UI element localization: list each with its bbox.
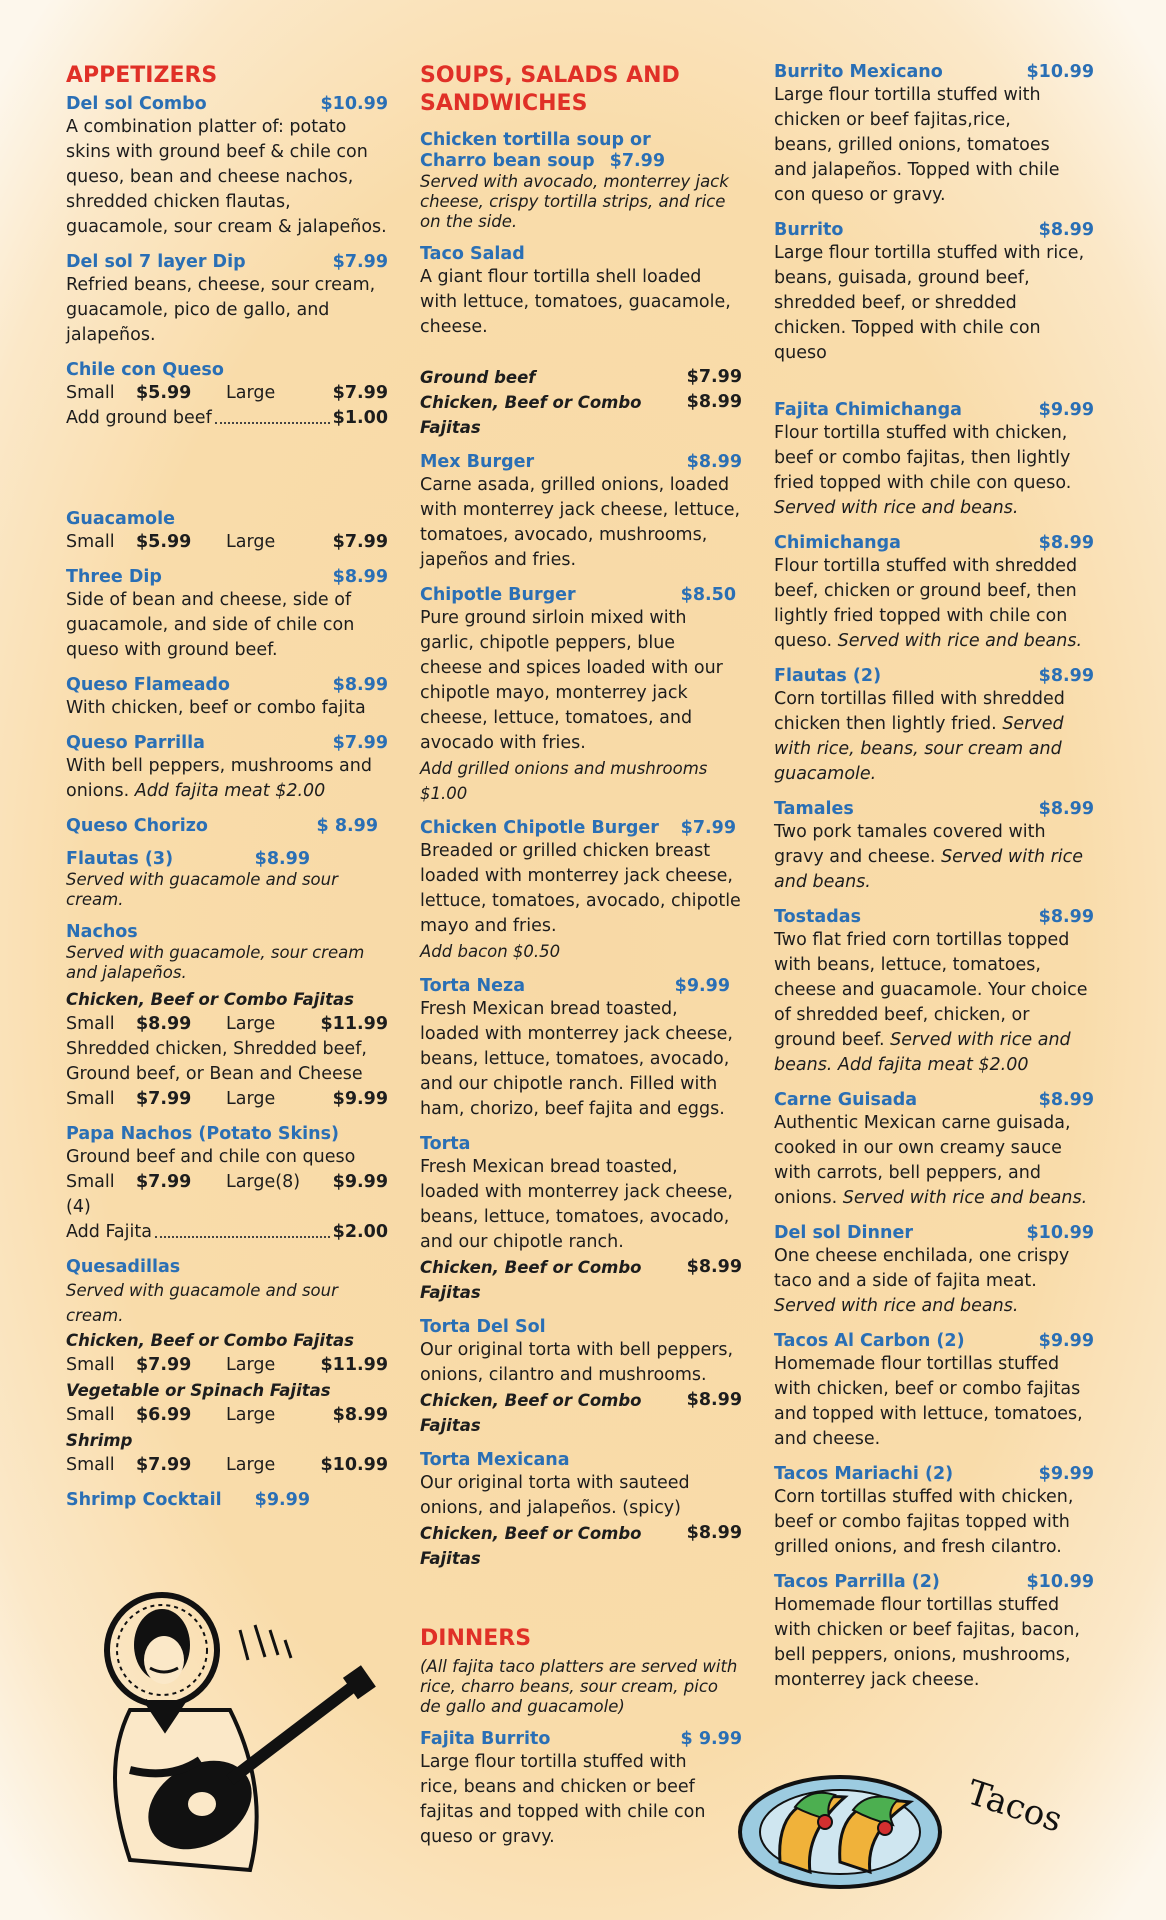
item-name: Tamales [774, 799, 854, 819]
item-name: Fajita Burrito [420, 1729, 551, 1749]
menu-item: Chimichanga $8.99 Flour tortilla stuffed with shredded beef, chicken or ground beef, then lightly fried topped with chile con queso. Served with rice and beans. [774, 533, 1094, 651]
menu-item [66, 675, 388, 721]
item-name: Flautas (3) [66, 849, 174, 869]
menu-item: Fajita Burrito $ 9.99 Large flour tortilla stuffed with rice, beans and chicken or beef fajitas and topped with chile con queso or gravy. [420, 1729, 742, 1847]
item-name: Fajita Chimichanga [774, 400, 962, 420]
item-price: $8.99 [332, 675, 388, 695]
menu-item [66, 1490, 388, 1511]
item-name: Tacos Parrilla (2) [774, 1572, 940, 1592]
item-name: Torta Neza [420, 976, 526, 996]
item-price: $ 9.99 [680, 1729, 742, 1749]
item-price: $9.99 [1038, 1331, 1094, 1351]
item-name: Chimichanga [774, 533, 901, 553]
item-price: $7.99 [332, 733, 388, 753]
item-name: Del sol Dinner [774, 1223, 913, 1243]
menu-item: Burrito Mexicano $10.99 Large flour tortilla stuffed with chicken or beef fajitas,rice, beans, grilled onions, tomatoes and jalapeños. Topped with chile con queso or gravy. [774, 62, 1094, 205]
tacos-plate-illustration [735, 1762, 1095, 1902]
column-appetizers [66, 62, 388, 1523]
menu-item [66, 567, 388, 663]
item-name: Chile con Queso [66, 360, 224, 380]
item-name: Carne Guisada [774, 1090, 918, 1110]
section-title: APPETIZERS [66, 63, 218, 88]
item-price: $8.99 [1038, 1090, 1094, 1110]
item-price: $10.99 [1026, 1223, 1094, 1243]
menu-item: Torta Del Sol Our original torta with bell peppers, onions, cilantro and mushrooms. Chicken, Beef or Combo Fajitas $8.99 [420, 1317, 742, 1435]
menu-item: Mex Burger $8.99 Carne asada, grilled onions, loaded with monterrey jack cheese, lettuce, tomatoes, avocado, mushrooms, japeños and fries. [420, 452, 742, 570]
item-price: $7.99 [609, 151, 665, 171]
item-desc: Refried beans, cheese, sour cream, guacamole, pico de gallo, and jalapeños. [66, 275, 376, 345]
add-row: Add ground beef $1.00 [66, 408, 388, 428]
item-price: $10.99 [1026, 1572, 1094, 1592]
item-name: Nachos [66, 922, 138, 942]
menu-item: Chicken Chipotle Burger $7.99 Breaded or grilled chicken breast loaded with monterrey jack cheese, lettuce, tomatoes, avocado, chipotle mayo and fries. Add bacon $0.50 [420, 818, 741, 961]
section-title: DINNERS [420, 1626, 532, 1651]
section-title: SOUPS, SALADS AND SANDWICHES [420, 63, 680, 116]
menu-item: Nachos Served with guacamole, sour cream and jalapeños. Chicken, Beef or Combo Fajitas Small $8.99 Large $11.99 Shredded chicken, Shredded beef, Ground beef, or Bean and Cheese Small $7.99 Large $9.99 [66, 922, 388, 1109]
item-name: Del sol Combo [66, 94, 207, 114]
item-price: $10.99 [1026, 62, 1094, 82]
item-name: Guacamole [66, 509, 175, 529]
item-name: Del sol 7 layer Dip [66, 252, 246, 272]
item-price: $8.99 [1038, 533, 1094, 553]
item-note: Served with guacamole, sour cream and jalapeños. [66, 943, 365, 982]
item-name: Chicken tortilla soup or [420, 130, 651, 150]
item-price: $9.99 [674, 976, 730, 996]
item-name: Taco Salad [420, 244, 525, 264]
item-name: Burrito [774, 220, 844, 240]
menu-item [66, 94, 388, 240]
item-price: $8.99 [1038, 666, 1094, 686]
item-price: $ 8.99 [316, 816, 378, 836]
item-name: Torta [420, 1134, 471, 1154]
item-name: Queso Chorizo [66, 816, 208, 836]
item-name: Torta Del Sol [420, 1317, 546, 1337]
menu-item [66, 816, 388, 837]
item-name: Chipotle Burger [420, 585, 576, 605]
item-name: Flautas (2) [774, 666, 882, 686]
item-name: Quesadillas [66, 1257, 181, 1277]
menu-item: Torta Mexicana Our original torta with sauteed onions, and jalapeños. (spicy) Chicken, Beef or Combo Fajitas $8.99 [420, 1450, 742, 1568]
menu-item: Fajita Chimichanga $9.99 Flour tortilla stuffed with chicken, beef or combo fajitas, then lightly fried topped with chile con queso. Served with rice and beans. [774, 400, 1094, 518]
menu-item [420, 130, 742, 232]
item-price: $8.99 [1038, 907, 1094, 927]
menu-item: Torta Neza $9.99 Fresh Mexican bread toasted, loaded with monterrey jack cheese, beans, lettuce, tomatoes, avocado, and our chipotle ranch. Filled with ham, chorizo, beef fajita and eggs. [420, 976, 733, 1119]
item-price: $8.50 [680, 585, 736, 605]
item-name: Tacos Al Carbon (2) [774, 1331, 965, 1351]
menu-item: Del sol Dinner $10.99 One cheese enchilada, one crispy taco and a side of fajita meat. Served with rice and beans. [774, 1223, 1094, 1316]
item-name: Queso Flameado [66, 675, 230, 695]
item-name: Mex Burger [420, 452, 535, 472]
menu-item: Tacos Parrilla (2) $10.99 Homemade flour tortillas stuffed with chicken or beef fajitas, bacon, bell peppers, onions, mushrooms, monterrey jack cheese. [774, 1572, 1094, 1690]
mariachi-guitar-illustration [90, 1590, 380, 1890]
item-desc: With bell peppers, mushrooms and onions. Add fajita meat $2.00 [66, 756, 372, 801]
item-price: $8.99 [686, 452, 742, 472]
menu-item: Tacos Mariachi (2) $9.99 Corn tortillas stuffed with chicken, beef or combo fajitas topped with grilled onions, and fresh cilantro. [774, 1464, 1094, 1557]
item-name: Burrito Mexicano [774, 62, 943, 82]
item-name: Shrimp Cocktail [66, 1490, 222, 1510]
size-row: Small $5.99 Large $7.99 [66, 383, 388, 403]
item-price: $9.99 [254, 1490, 310, 1510]
item-price: $9.99 [1038, 400, 1094, 420]
menu-item: Burrito $8.99 Large flour tortilla stuffed with rice, beans, guisada, ground beef, shredded beef, or shredded chicken. Topped with chile con queso [774, 220, 1094, 363]
size-row: Small $5.99 Large $7.99 [66, 532, 388, 552]
menu-item [66, 252, 388, 348]
menu-item: Quesadillas Served with guacamole and sour cream. Chicken, Beef or Combo Fajitas Small $7.99 Large $11.99 Vegetable or Spinach Fajitas Small $6.99 Large $8.99 Shrimp Small $7.99 Large $10.99 [66, 1257, 388, 1475]
column-dinners [774, 62, 1094, 1705]
item-price: $10.99 [320, 94, 388, 114]
item-desc: A combination platter of: potato skins with ground beef & chile con queso, bean and cheese nachos, shredded chicken flautas, guacamole, sour cream & jalapeños. [66, 117, 387, 237]
item-name: Chicken Chipotle Burger [420, 818, 659, 838]
item-price: $8.99 [254, 849, 310, 869]
menu-item [66, 509, 388, 555]
item-desc: With chicken, beef or combo fajita [66, 698, 366, 718]
item-name: Queso Parrilla [66, 733, 205, 753]
tacos-label: Tacos [962, 1772, 1068, 1841]
item-note: Served with avocado, monterrey jack cheese, crispy tortilla strips, and rice on the side. [420, 172, 729, 231]
menu-item: Tostadas $8.99 Two flat fried corn tortillas topped with beans, lettuce, tomatoes, cheese and guacamole. Your choice of shredded beef, chicken, or ground beef. Served with rice and beans. Add fajita meat $2.00 [774, 907, 1094, 1075]
item-name: Three Dip [66, 567, 162, 587]
menu-item [66, 849, 388, 910]
menu-item: Flautas (2) $8.99 Corn tortillas filled with shredded chicken then lightly fried. Served with rice, beans, sour cream and guacamole. [774, 666, 1094, 784]
menu-item: Carne Guisada $8.99 Authentic Mexican carne guisada, cooked in our own creamy sauce with carrots, bell peppers, and onions. Served with rice and beans. [774, 1090, 1094, 1208]
item-name: Tostadas [774, 907, 861, 927]
item-price: $8.99 [1038, 799, 1094, 819]
item-price: $7.99 [332, 252, 388, 272]
item-price: $8.99 [332, 567, 388, 587]
menu-item: Tamales $8.99 Two pork tamales covered with gravy and cheese. Served with rice and beans. [774, 799, 1094, 892]
item-desc: Side of bean and cheese, side of guacamole, and side of chile con queso with ground beef. [66, 590, 355, 660]
item-price: $8.99 [1038, 220, 1094, 240]
section-note: (All fajita taco platters are served with rice, charro beans, sour cream, pico de gallo and guacamole) [420, 1657, 738, 1716]
menu-item [66, 360, 388, 431]
item-name: Torta Mexicana [420, 1450, 570, 1470]
column-soups-dinners [420, 62, 742, 1862]
menu-item: Chipotle Burger $8.50 Pure ground sirloin mixed with garlic, chipotle peppers, blue cheese and spices loaded with our chipotle mayo, monterrey jack cheese, lettuce, tomatoes, and avocado with fries. Add grilled onions and mushrooms $1.00 [420, 585, 736, 803]
menu-item: Taco Salad A giant flour tortilla shell loaded with lettuce, tomatoes, guacamole, cheese. Ground beef $7.99 Chicken, Beef or Combo Fajitas $8.99 [420, 244, 742, 437]
menu-item: Papa Nachos (Potato Skins) Ground beef and chile con queso Small (4) $7.99 Large(8) $9.99 Add Fajita $2.00 [66, 1124, 388, 1242]
item-price: $7.99 [680, 818, 736, 838]
item-name: Papa Nachos (Potato Skins) [66, 1124, 340, 1144]
item-name: Tacos Mariachi (2) [774, 1464, 954, 1484]
menu-item: Tacos Al Carbon (2) $9.99 Homemade flour tortillas stuffed with chicken, beef or combo fajitas and topped with lettuce, tomatoes, and cheese. [774, 1331, 1094, 1449]
menu-item [66, 733, 388, 804]
menu-item: Torta Fresh Mexican bread toasted, loaded with monterrey jack cheese, beans, lettuce, tomatoes, avocado, and our chipotle ranch. Chicken, Beef or Combo Fajitas $8.99 [420, 1134, 742, 1302]
item-price: $9.99 [1038, 1464, 1094, 1484]
item-note: Served with guacamole and sour cream. [66, 870, 338, 909]
item-name: Charro bean soup [420, 151, 595, 171]
